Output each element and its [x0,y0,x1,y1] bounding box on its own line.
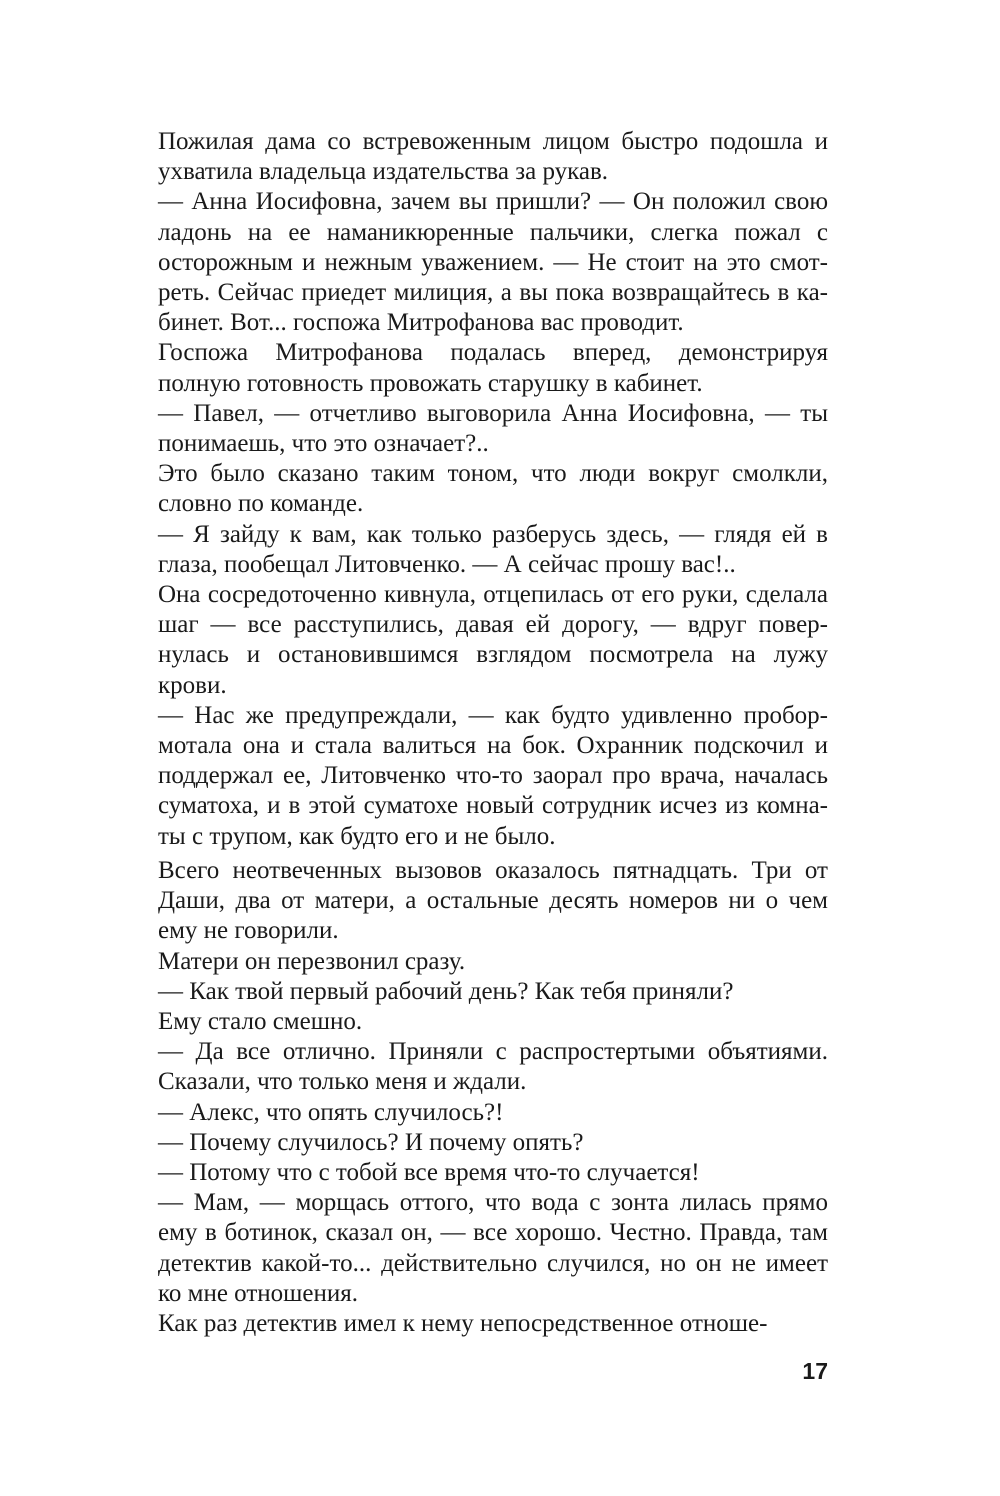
text-section-2 [158,856,828,1339]
paragraph: Это было сказано таким тоном, что люди вокруг смолкли, словно по команде. [158,460,828,518]
paragraph: — Мам, — морщась оттого, что вода с зонта лилась прямо ему в ботинок, сказал он, — все хорошо. Честно. Правда, там детектив какой-то... действительно случился, но он не имеет ко мне отношения. [158,1189,828,1307]
paragraph: Матери он перезвонил сразу. [158,947,466,975]
paragraph: — Алекс, что опять случилось?! [158,1098,504,1126]
paragraph: Пожилая дама со встревоженным лицом быстро подошла и ухватила владельца издательства за рукав. [158,128,828,186]
paragraph: Госпожа Митрофанова подалась вперед, демонстрируя полную готовность провожать старушку в кабинет. [158,339,828,397]
paragraph: — Как твой первый рабочий день? Как тебя приняли? [158,977,734,1005]
paragraph: Ему стало смешно. [158,1008,363,1036]
paragraph: — Анна Иосифовна, зачем вы пришли? — Он положил свою ладонь на ее наманикюренные пальчики, слегка пожал с осторожным и нежным уважением. — Не стоит на это смотреть. Сейчас приедет милиция, а вы пока возвращайтесь в кабинет. Вот... госпожа Митрофанова вас проводит. [158,188,828,337]
paragraph: — Нас же предупреждали, — как будто удивленно пробормотала она и стала валиться на бок. Охранник подскочил и поддержал ее, Литовченко что-то заорал про врача, началась суматоха, и в этой суматохе новый сотрудник исчез из комнаты с трупом, как будто его и не было. [158,701,828,850]
paragraph: — Почему случилось? И почему опять? [158,1128,584,1156]
page-number: 17 [802,1358,828,1384]
paragraph: — Потому что с тобой все время что-то случается! [158,1159,700,1187]
paragraph: — Павел, — отчетливо выговорила Анна Иосифовна, — ты понимаешь, что это означает?.. [158,399,828,458]
paragraph: — Да все отлично. Приняли с распростертыми объятиями. Сказали, что только меня и ждали. [158,1038,828,1096]
paragraph: Всего неотвеченных вызовов оказалось пятнадцать. Три от Даши, два от матери, а остальные десять номеров ни о чем ему не говорили. [158,857,828,945]
text-section-1 [158,127,828,852]
paragraph: — Я зайду к вам, как только разберусь здесь, — глядя ей в глаза, пообещал Литовченко. — А сейчас прошу вас!.. [158,520,828,578]
paragraph: Как раз детектив имел к нему непосредственное отноше- [158,1310,768,1338]
paragraph: Она сосредоточенно кивнула, отцепилась от его руки, сделала шаг — все расступились, давая ей дорогу, — вдруг повернулась и остановившимся взглядом посмотрела на лужу крови. [158,581,828,699]
